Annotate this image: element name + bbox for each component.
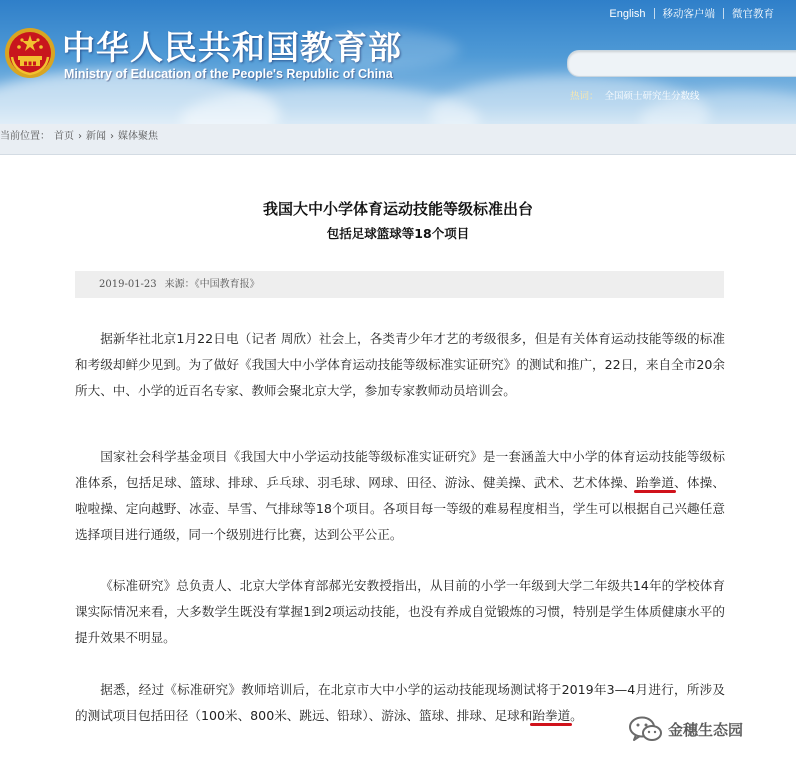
underlined-term: 跆拳道 [532,708,571,723]
article-subtitle: 包括足球篮球等18个项目 [326,226,470,241]
watermark [628,712,743,746]
mobile-client-link[interactable]: 移动客户端 [662,8,715,20]
article-paragraph [75,444,725,548]
search-input[interactable] [567,50,796,77]
article-paragraph: 据新华社北京1月22日电（记者 周欣）社会上，各类青少年才艺的考级很多，但是有关体育运动技能等级的标准和考级却鲜少见到。为了做好《我国大中小学体育运动技能等级标准实证研究》的测试和推广，22日，来自全市20余所大、中、小学的近百名专家、教师会聚北京大学，参加专家教师动员培训会。 [75,331,725,398]
paragraph-text: 、体操、啦啦操、定向越野、冰壶、旱雪、气排球等18个项目。各项目每一等级的难易程度相当，学生可以根据自己兴趣任意选择项目进行通级，同一个级别进行比赛，达到公平公正。 [75,475,726,542]
breadcrumb-separator: › [78,131,82,142]
site-header [0,0,796,124]
article-source: 来源：《中国教育报》 [164,279,260,290]
breadcrumb-item-media[interactable]: 媒体聚焦 [118,131,158,142]
wechat-icon [628,715,664,743]
underlined-term: 跆拳道 [635,475,675,490]
paragraph-text: 据悉，经过《标准研究》教师培训后，在北京市大中小学的运动技能现场测试将于2019年3—4月进行，所涉及的测试项目包括田径（100米、800米、跳远、铅球）、游泳、篮球、排球、足球和 [75,682,725,723]
watermark-text: 金穗生态园 [668,720,744,739]
paragraph-text: 。 [570,708,583,723]
breadcrumb [0,124,796,155]
hot-word-link[interactable]: 全国硕士研究生分数线 [604,91,700,102]
article-meta [75,271,724,298]
breadcrumb-item-home[interactable]: 首页 [54,131,74,142]
breadcrumb-item-news[interactable]: 新闻 [86,131,106,142]
article-date: 2019-01-23 [99,279,157,290]
top-links [601,6,782,21]
wechat-link[interactable]: 微官教育 [732,8,774,20]
hot-words-label: 热词： [570,91,599,102]
site-title: 中华人民共和国教育部 [62,28,402,67]
article-title: 我国大中小学体育运动技能等级标准出台 [262,200,533,218]
paragraph-text: 国家社会科学基金项目《我国大中小学运动技能等级标准实证研究》是一套涵盖大中小学的体育运动技能等级标准体系，包括足球、篮球、排球、乒乓球、羽毛球、网球、田径、游泳、健美操、武术、艺术体操、 [75,449,725,490]
english-link[interactable]: English [609,7,646,20]
hot-words [570,88,700,102]
national-emblem-icon[interactable] [4,27,56,79]
article-paragraph: 《标准研究》总负责人、北京大学体育部郝光安教授指出，从目前的小学一年级到大学二年级共14年的学校体育课实际情况来看，大多数学生既没有掌握1到2项运动技能，也没有养成自觉锻炼的习惯，特别是学生体质健康水平的提升效果不明显。 [75,578,725,645]
breadcrumb-separator: › [110,131,114,142]
site-title-en: Ministry of Education of the People's Republic of China [64,67,393,81]
breadcrumb-prefix: 当前位置： [0,131,50,142]
